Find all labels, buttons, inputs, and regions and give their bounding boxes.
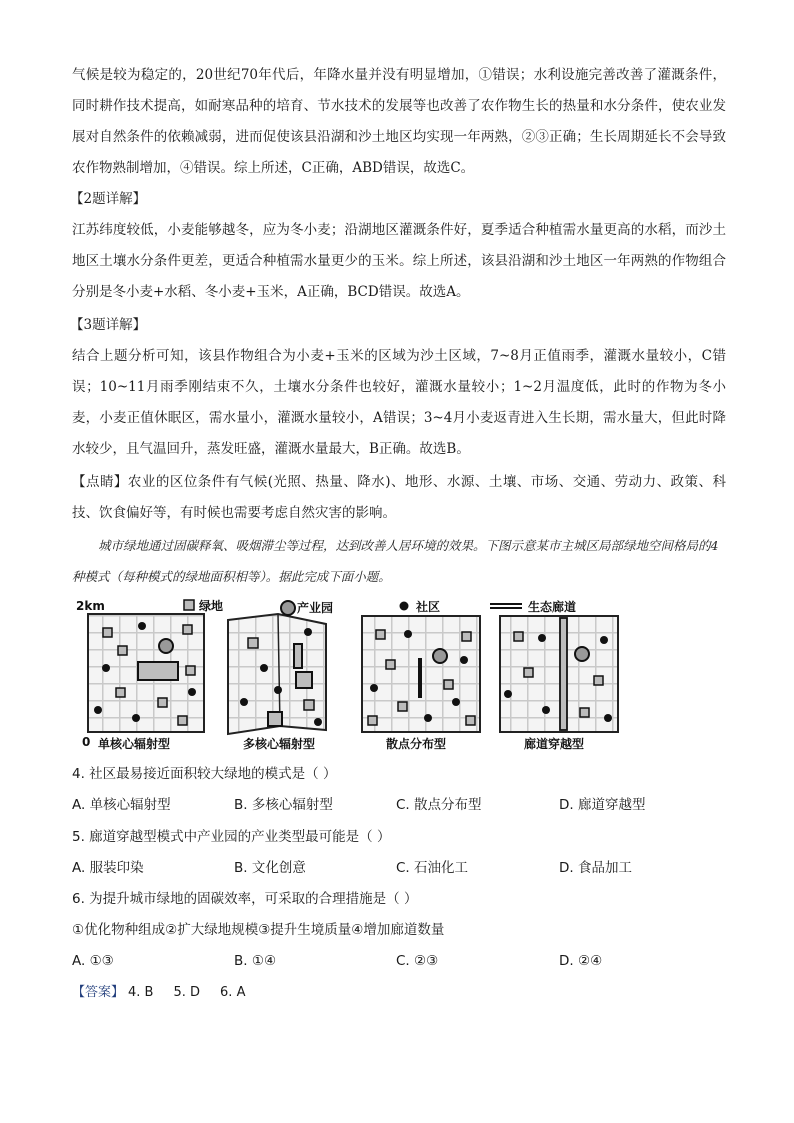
model-label-corridor: 廊道穿越型 — [524, 737, 585, 751]
q5-option-b[interactable]: B. 文化创意 — [234, 860, 306, 876]
large-green-core — [138, 662, 178, 680]
q4-option-b[interactable]: B. 多核心辐射型 — [234, 797, 333, 813]
question-4-stem: 4. 社区最易接近面积较大绿地的模式是（ ） — [72, 766, 337, 782]
legend-park-icon — [281, 601, 295, 615]
q6-option-b[interactable]: B. ①④ — [234, 953, 277, 969]
scale-label-2km: 2km — [76, 599, 105, 613]
q4-option-c[interactable]: C. 散点分布型 — [396, 797, 482, 813]
panel-single-core — [76, 598, 223, 751]
scale-label-zero: 0 — [82, 735, 91, 749]
q4-option-a[interactable]: A. 单核心辐射型 — [72, 797, 171, 813]
answer-item: 6. A — [220, 985, 246, 1000]
explanation-q3: 结合上题分析可知，该县作物组合为小麦+玉米的区域为沙土区域，7~8月正值雨季，灌溉水量较小，C错误；10~11月雨季刚结束不久，土壤水分条件也较好，灌溉水量较小；1~2月温度低，此时的作物为冬小麦，小麦正值休眠区，需水量小，灌溉水量较小，A错误；3~4月小麦返青进入生长期，需水量大，但此时降水较少，且气温回升，蒸发旺盛，灌溉水量最大，B正确。故选B。 — [72, 348, 726, 457]
q5-option-c[interactable]: C. 石油化工 — [396, 860, 469, 876]
legend-greenland-label: 绿地 — [199, 599, 224, 613]
q6-option-c[interactable]: C. ②③ — [396, 953, 439, 969]
legend-community-label: 社区 — [416, 600, 441, 614]
question-6-stem: 6. 为提升城市绿地的固碳效率，可采取的合理措施是（ ） — [72, 891, 418, 907]
panel-corridor — [490, 599, 618, 751]
model-label-multi-core: 多核心辐射型 — [243, 737, 316, 751]
model-label-single-core: 单核心辐射型 — [98, 737, 171, 751]
legend-park-label: 产业园 — [297, 601, 334, 615]
heading-q3-detail: 【3题详解】 — [70, 317, 147, 333]
q5-option-d[interactable]: D. 食品加工 — [559, 860, 632, 876]
question-6-statements: ①优化物种组成②扩大绿地规模③提升生境质量④增加廊道数量 — [72, 922, 445, 938]
tip-paragraph: 【点睛】农业的区位条件有气候(光照、热量、降水)、地形、水源、土壤、市场、交通、劳动力、政策、科技、饮食偏好等，有时候也需要考虑自然灾害的影响。 — [72, 474, 726, 521]
q6-option-a[interactable]: A. ①③ — [72, 953, 114, 969]
model-label-scattered: 散点分布型 — [386, 737, 447, 751]
green-space-models-figure — [68, 598, 728, 756]
explanation-q2: 江苏纬度较低，小麦能够越冬，应为冬小麦；沿湖地区灌溉条件好，夏季适合种植需水量更高的水稻，而沙土地区土壤水分条件更差，更适合种植需水量更少的玉米。综上所述，该县沿湖和沙土地区一年两熟的作物组合分别是冬小麦+水稻、冬小麦+玉米，A正确，BCD错误。故选A。 — [72, 222, 726, 300]
panel-scattered — [362, 599, 480, 751]
q6-option-d[interactable]: D. ②④ — [559, 953, 603, 969]
question-4-options — [72, 793, 732, 817]
legend-community-icon — [400, 602, 409, 611]
legend-greenland-icon — [184, 600, 194, 610]
explanation-q1: 气候是较为稳定的，20世纪70年代后，年降水量并没有明显增加，①错误；水利设施完善改善了灌溉条件，同时耕作技术提高，如耐寒品种的培育、节水技术的发展等也改善了农作物生长的热量和水分条件，使农业发展对自然条件的依赖减弱，进而促使该县沿湖和沙土地区均实现一年两熟，②③正确；生长周期延长不会导致农作物熟制增加，④错误。综上所述，C正确，ABD错误，故选C。 — [72, 67, 726, 176]
question-5-options — [72, 856, 732, 880]
answer-item: 5. D — [173, 985, 201, 1000]
question-5-stem: 5. 廊道穿越型模式中产业园的产业类型最可能是（ ） — [72, 829, 391, 845]
answer-tag: 【答案】 — [72, 985, 125, 1000]
answer-item: 4. B — [128, 985, 154, 1000]
heading-q2-detail: 【2题详解】 — [70, 191, 147, 207]
panel-multi-core — [228, 600, 333, 751]
q5-option-a[interactable]: A. 服装印染 — [72, 860, 144, 876]
q4-option-d[interactable]: D. 廊道穿越型 — [559, 797, 646, 813]
ecological-corridor — [560, 618, 567, 730]
question-6-options — [72, 949, 732, 973]
answer-line — [72, 981, 261, 1005]
question-intro: 城市绿地通过固碳释氧、吸烟滞尘等过程，达到改善人居环境的效果。下图示意某市主城区局部绿地空间格局的4种模式（每种模式的绿地面积相等）。据此完成下面小题。 — [72, 538, 719, 584]
legend-corridor-label: 生态廊道 — [528, 600, 577, 614]
